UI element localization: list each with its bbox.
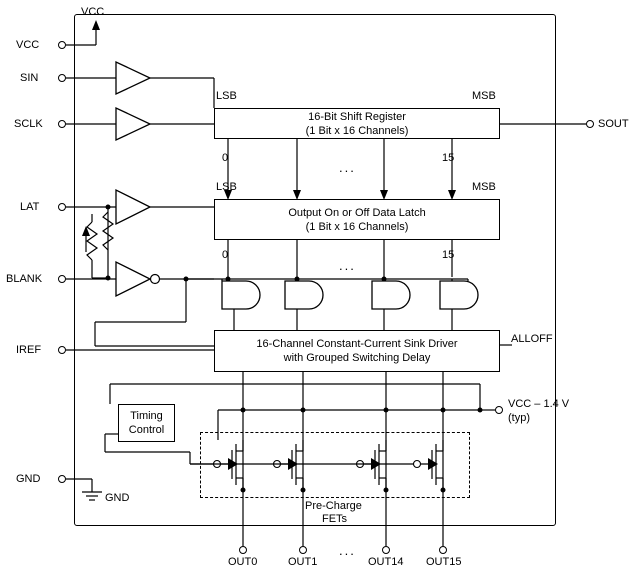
label-sout-pin: SOUT xyxy=(598,118,629,130)
label-bit0-latch: 0 xyxy=(222,249,229,261)
ellipsis-shift-register: ... xyxy=(339,160,356,175)
label-vcc-drop-line2: (typ) xyxy=(508,412,530,424)
label-precharge-line1: Pre-Charge xyxy=(305,500,362,512)
label-lsb-latch: LSB xyxy=(216,181,237,193)
label-out14: OUT14 xyxy=(368,556,404,566)
label-msb-latch: MSB xyxy=(472,181,496,193)
pin-out14[interactable] xyxy=(382,546,390,554)
pin-lat[interactable] xyxy=(58,203,66,211)
pin-iref[interactable] xyxy=(58,346,66,354)
timing-control-block xyxy=(118,404,175,442)
label-blank-pin: BLANK xyxy=(6,273,43,285)
ellipsis-latch: ... xyxy=(339,258,356,273)
latch-line2: (1 Bit x 16 Channels) xyxy=(305,220,409,233)
pin-vcc[interactable] xyxy=(58,41,66,49)
pin-out15[interactable] xyxy=(439,546,447,554)
pin-gnd[interactable] xyxy=(58,475,66,483)
timing-line1: Timing xyxy=(130,410,163,422)
pin-sin[interactable] xyxy=(58,74,66,82)
label-iref-pin: IREF xyxy=(16,344,42,356)
ellipsis-outputs: ... xyxy=(339,543,356,558)
driver-line2: with Grouped Switching Delay xyxy=(283,352,431,364)
label-vcc-pin: VCC xyxy=(16,39,40,51)
latch-block xyxy=(214,199,500,240)
shift-register-line2: (1 Bit x 16 Channels) xyxy=(305,124,409,137)
pin-out0[interactable] xyxy=(239,546,247,554)
driver-line1: 16-Channel Constant-Current Sink Driver xyxy=(256,338,458,350)
label-sin-pin: SIN xyxy=(20,72,39,84)
shift-register-block xyxy=(214,108,500,139)
latch-line1: Output On or Off Data Latch xyxy=(288,206,426,219)
timing-line2: Control xyxy=(128,424,165,436)
pin-blank[interactable] xyxy=(58,275,66,283)
label-lsb-shift-register: LSB xyxy=(216,90,237,102)
label-sclk-pin: SCLK xyxy=(14,118,43,130)
label-out1: OUT1 xyxy=(288,556,318,566)
label-bit0-shift-register: 0 xyxy=(222,152,229,164)
pin-sout[interactable] xyxy=(586,120,594,128)
driver-block xyxy=(214,330,500,372)
label-vcc-top: VCC xyxy=(81,6,105,18)
label-msb-shift-register: MSB xyxy=(472,90,496,102)
label-out0: OUT0 xyxy=(228,556,258,566)
pin-vcc-drop[interactable] xyxy=(495,406,503,414)
label-vcc-drop-line1: VCC – 1.4 V xyxy=(508,398,570,410)
pin-out1[interactable] xyxy=(299,546,307,554)
shift-register-line1: 16-Bit Shift Register xyxy=(308,110,406,123)
pin-sclk[interactable] xyxy=(58,120,66,128)
label-bit15-latch: 15 xyxy=(442,249,455,261)
label-lat-pin: LAT xyxy=(20,201,40,213)
label-out15: OUT15 xyxy=(426,556,462,566)
label-gnd-pin: GND xyxy=(16,473,41,485)
precharge-fet-group xyxy=(200,432,470,498)
label-bit15-shift-register: 15 xyxy=(442,152,455,164)
label-gnd-symbol: GND xyxy=(105,492,130,504)
label-precharge-line2: FETs xyxy=(322,513,348,525)
label-alloff: ALLOFF xyxy=(511,333,553,345)
